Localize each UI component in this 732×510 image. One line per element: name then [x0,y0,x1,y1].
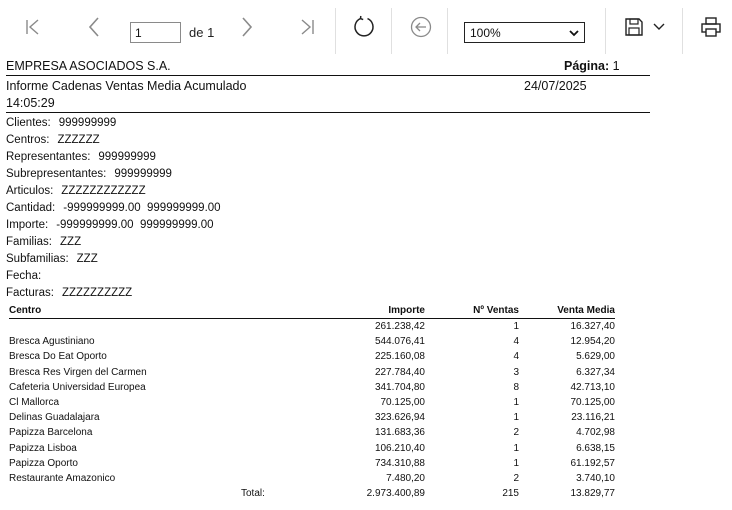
filter-value: ZZZZZZZZZZ [61,287,133,299]
cell-media: 23.116,21 [571,412,615,424]
filter-row [6,200,221,217]
cell-ventas: 1 [513,442,519,454]
cell-ventas: 1 [513,396,519,408]
filter-list [6,115,221,302]
cell-ventas: 3 [513,366,519,378]
table-row [9,319,615,334]
filter-row [6,217,221,234]
table-row [9,425,615,440]
cell-ventas: 2 [513,427,519,439]
cell-ventas: 4 [513,351,519,363]
page-indicator [564,59,620,73]
filter-label: Subfamilias: [6,253,69,265]
arrow-left-circle-icon [409,15,433,39]
table-row [9,456,615,471]
cell-importe: 227.784,40 [374,366,425,378]
refresh-icon [352,15,376,39]
page-number: 1 [612,59,620,73]
cell-ventas: 8 [513,381,519,393]
total-label: Total: [241,488,265,500]
cell-media: 6.638,15 [576,442,615,454]
table-row [9,380,615,395]
cell-ventas: 4 [513,336,519,348]
cell-centro: Cafeteria Universidad Europea [9,381,146,393]
cell-importe: 70.125,00 [380,396,425,408]
cell-media: 12.954,20 [570,336,615,348]
cell-centro: Papizza Oporto [9,457,78,469]
filter-label: Centros: [6,134,50,146]
cell-ventas: 1 [513,321,519,332]
toolbar-divider [682,8,683,54]
cell-ventas: 2 [513,472,519,484]
filter-label: Subrepresentantes: [6,168,107,180]
header-rule [6,112,650,113]
cell-importe: 341.704,80 [374,381,425,393]
cell-centro: Bresca Do Eat Oporto [9,351,107,363]
cell-ventas: 1 [513,457,519,469]
cell-importe: 323.626,94 [374,412,425,424]
filter-row [6,149,221,166]
cell-media: 16.327,40 [570,321,615,332]
chevron-down-icon [652,22,666,32]
table-row [9,410,615,425]
table-body [9,319,615,486]
cell-media: 70.125,00 [570,396,615,408]
cell-importe: 544.076,41 [374,336,425,348]
cell-centro: Restaurante Amazonico [9,472,116,484]
filter-label: Articulos: [6,185,54,197]
filter-row [6,132,221,149]
filter-value: ZZZ [60,236,82,248]
toolbar-divider [335,8,336,54]
filter-label: Familias: [6,236,53,248]
cell-centro: Delinas Guadalajara [9,412,100,424]
cell-importe: 261.238,42 [374,321,425,332]
print-button[interactable] [698,14,724,40]
toolbar-divider [391,8,392,54]
table-row [9,441,615,456]
filter-label: Cantidad: [6,202,56,214]
cell-centro: Cl Mallorca [9,396,60,408]
cell-importe: 734.310,88 [374,457,425,469]
cell-importe: 225.160,08 [374,351,425,363]
page-number-input[interactable] [130,22,181,43]
report-date: 24/07/2025 [524,79,587,93]
cell-media: 3.740,10 [576,472,615,484]
refresh-button[interactable] [351,14,377,40]
company-name: EMPRESA ASOCIADOS S.A. [6,59,171,73]
filter-label: Fecha: [6,270,42,282]
column-header-ventas: Nº Ventas [473,305,519,316]
report-time: 14:05:29 [6,96,55,110]
chevron-left-icon [84,16,104,38]
previous-page-button[interactable] [81,14,107,40]
save-button[interactable] [621,14,647,40]
filter-row [6,251,221,268]
cell-media: 4.702,98 [576,427,615,439]
filter-value: 999999999 [114,168,172,180]
filter-value: ZZZZZZZZZZZZ [61,185,146,197]
filter-value: 999999999 [58,117,117,129]
cell-media: 6.327,34 [576,366,615,378]
filter-row [6,285,221,302]
column-header-importe: Importe [388,305,425,316]
first-page-button[interactable] [20,14,46,40]
total-media: 13.829,77 [570,488,615,500]
filter-value: -999999999.00 999999999.00 [56,219,214,231]
cell-centro: Papizza Lisboa [9,442,77,454]
cell-importe: 131.683,36 [374,427,425,439]
cell-media: 5.629,00 [576,351,615,363]
cell-centro: Bresca Res Virgen del Carmen [9,366,147,378]
table-row [9,349,615,364]
header-rule [6,75,650,76]
cell-ventas: 1 [513,412,519,424]
filter-label: Clientes: [6,117,51,129]
table-header [9,304,615,319]
table-total-row [9,486,615,501]
sales-table [9,304,615,501]
table-row [9,365,615,380]
caret-down-icon [569,29,579,37]
cell-centro: Bresca Agustiniano [9,336,95,348]
filter-row [6,234,221,251]
total-ventas: 215 [502,488,519,500]
cell-centro: Papizza Barcelona [9,427,93,439]
filter-value: 999999999 [98,151,156,163]
filter-label: Importe: [6,219,49,231]
column-header-centro: Centro [9,305,42,316]
filter-label: Facturas: [6,287,54,299]
filter-row [6,268,221,285]
next-page-button[interactable] [234,14,260,40]
printer-icon [699,16,723,38]
filter-value: ZZZZZZ [57,134,100,146]
filter-label: Representantes: [6,151,91,163]
page-label: Página: [564,59,610,73]
table-row [9,395,615,410]
report-title: Informe Cadenas Ventas Media Acumulado [6,79,247,93]
filter-row [6,166,221,183]
toolbar-divider [447,8,448,54]
zoom-select[interactable] [464,22,585,43]
chevron-right-icon [237,16,257,38]
cell-media: 42.713,10 [570,381,615,393]
last-page-button[interactable] [294,14,320,40]
cell-importe: 106.210,40 [374,442,425,454]
zoom-value: 100% [470,25,501,40]
first-page-icon [23,17,43,37]
table-row [9,334,615,349]
filter-row [6,115,221,132]
table-row [9,471,615,486]
toolbar-divider [605,8,606,54]
filter-value: ZZZ [76,253,98,265]
save-format-dropdown[interactable] [646,14,672,40]
filter-value: -999999999.00 999999999.00 [63,202,221,214]
back-button[interactable] [408,14,434,40]
filter-row [6,183,221,200]
cell-media: 61.192,57 [570,457,615,469]
cell-importe: 7.480,20 [386,472,425,484]
save-disk-icon [623,16,645,38]
total-importe: 2.973.400,89 [366,488,425,500]
last-page-icon [297,17,317,37]
column-header-media: Venta Media [557,305,615,316]
page-count-label: de 1 [189,25,215,40]
report-viewer-toolbar [0,0,732,56]
